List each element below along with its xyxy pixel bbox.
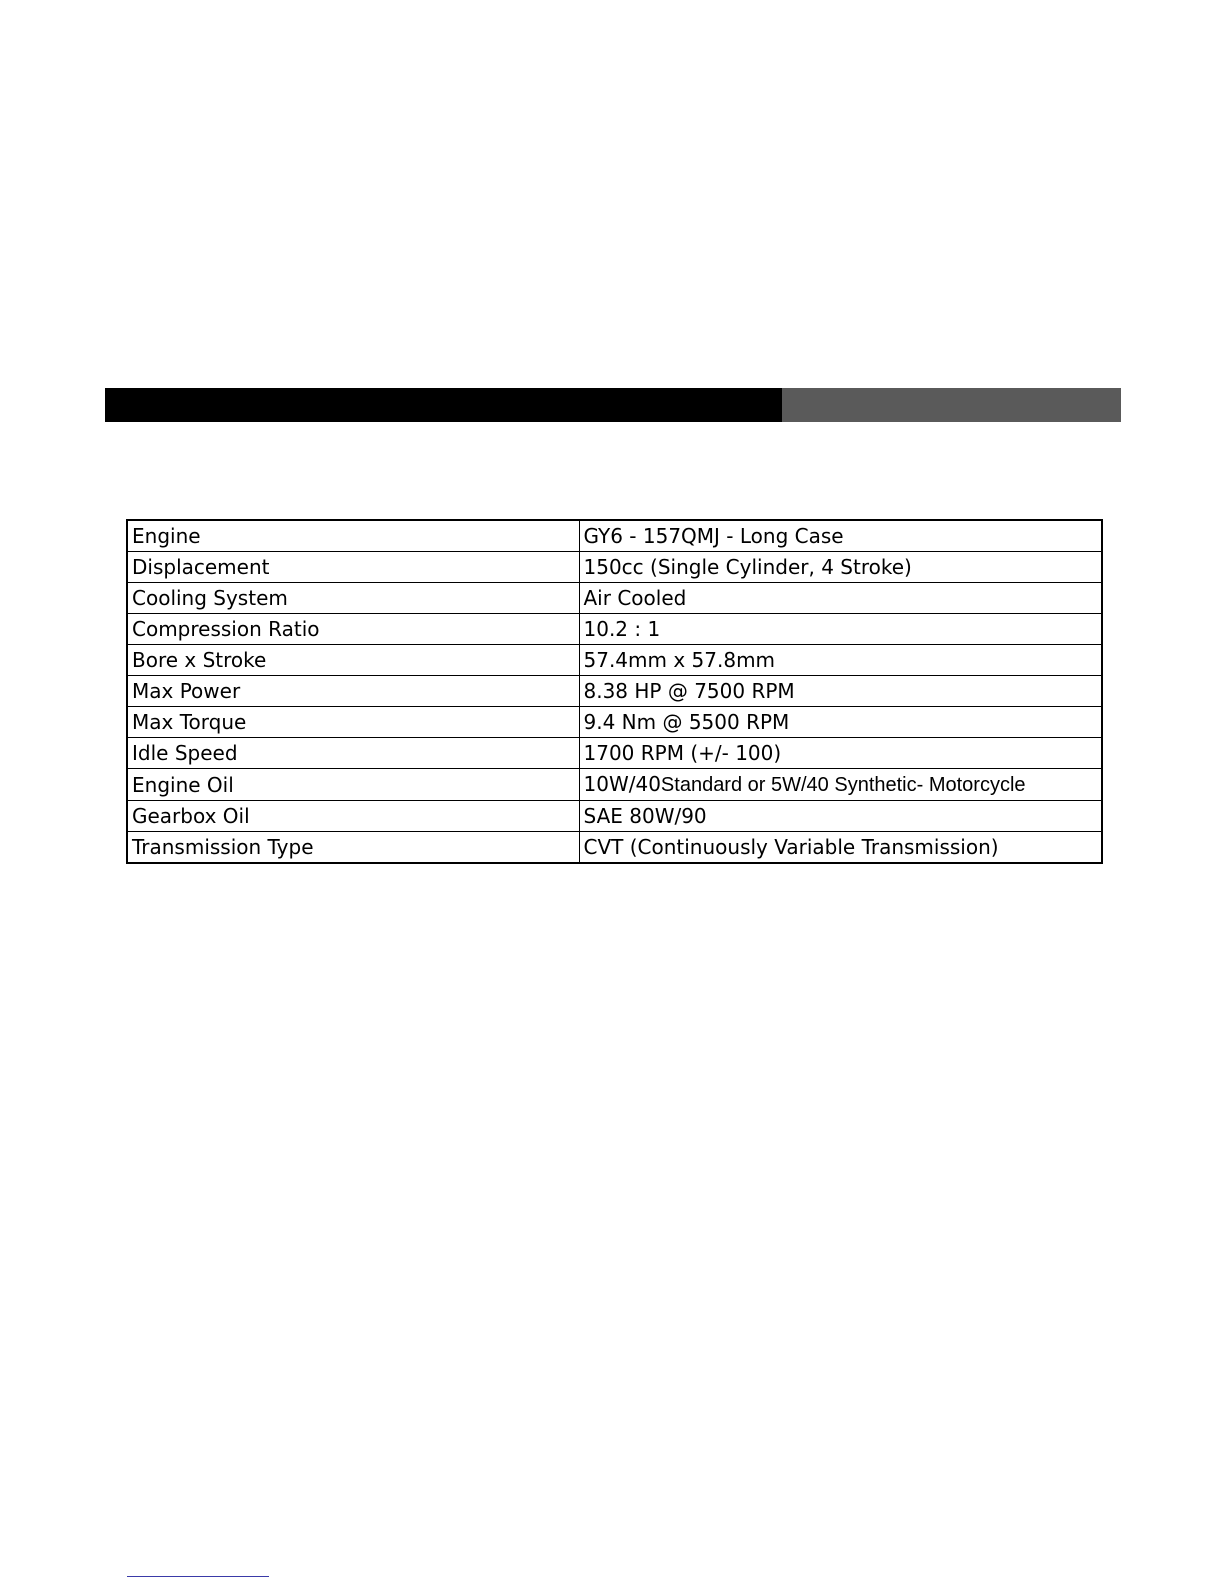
spec-value: 9.4 Nm @ 5500 RPM [579,707,1102,738]
spec-value: GY6 - 157QMJ - Long Case [579,520,1102,552]
spec-value: 1700 RPM (+/- 100) [579,738,1102,769]
engine-oil-grade: 10W/40 [583,772,661,796]
table-row [127,832,1102,864]
spec-value: Air Cooled [579,583,1102,614]
spec-value: 150cc (Single Cylinder, 4 Stroke) [579,552,1102,583]
spec-value: 57.4mm x 57.8mm [579,645,1102,676]
spec-label: Engine Oil [127,769,579,801]
header-bar-gray-segment [782,388,1121,422]
spec-label: Engine [127,520,579,552]
spec-label: Cooling System [127,583,579,614]
spec-label: Max Torque [127,707,579,738]
spec-value: SAE 80W/90 [579,801,1102,832]
spec-value: 10.2 : 1 [579,614,1102,645]
spec-label: Transmission Type [127,832,579,864]
spec-label: Idle Speed [127,738,579,769]
table-row [127,645,1102,676]
table-row [127,552,1102,583]
table-row [127,676,1102,707]
spec-label: Gearbox Oil [127,801,579,832]
table-row [127,769,1102,801]
table-row [127,738,1102,769]
header-bar-dark-segment [105,388,782,422]
table-row [127,614,1102,645]
spec-value: 8.38 HP @ 7500 RPM [579,676,1102,707]
spec-label: Displacement [127,552,579,583]
engine-spec-table [126,519,1103,864]
spec-value: CVT (Continuously Variable Transmission) [579,832,1102,864]
spec-label: Max Power [127,676,579,707]
table-row [127,520,1102,552]
spec-value [579,769,1102,801]
spec-label: Bore x Stroke [127,645,579,676]
engine-oil-description: Standard or 5W/40 Synthetic- Motorcycle [660,774,1026,796]
table-row [127,707,1102,738]
table-row [127,583,1102,614]
footer-link-underline[interactable] [127,1576,269,1577]
spec-label: Compression Ratio [127,614,579,645]
table-row [127,801,1102,832]
section-header-bar [105,388,1121,422]
